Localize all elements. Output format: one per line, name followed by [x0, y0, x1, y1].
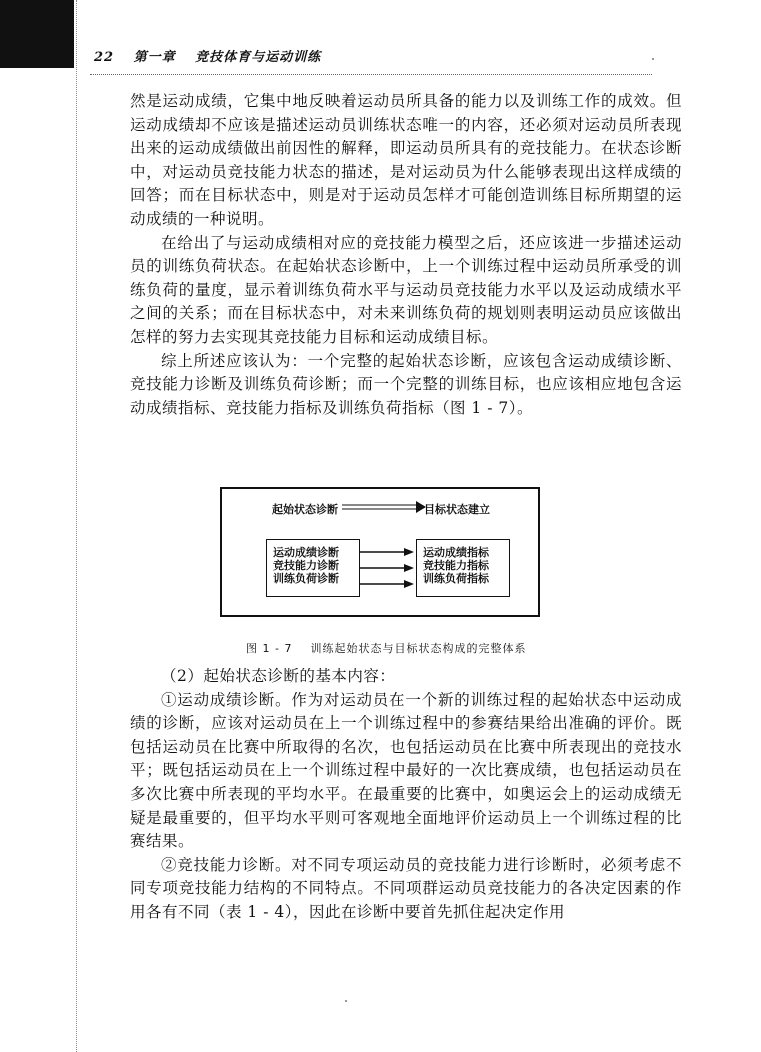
figure-label-target-state: 目标状态建立: [424, 503, 490, 516]
paragraph: ②竞技能力诊断。对不同专项运动员的竞技能力进行诊断时，必须考虑不同专项竞技能力结构的不同特点。不同项群运动员竞技能力的各决定因素的作用各有不同（表 1 - 4），因此在诊断中要首先抓住起决定作用: [130, 855, 682, 921]
figure-right-item: 竞技能力指标: [423, 559, 489, 572]
figure-left-item: 训练负荷诊断: [273, 572, 339, 585]
paragraph: 然是运动成绩，它集中地反映着运动员所具备的能力以及训练工作的成效。但运动成绩却不应该是描述运动员训练状态唯一的内容，还必须对运动员所表现出来的运动成绩做出前因性的解释，即运动员所具有的竞技能力。在状态诊断中，对运动员竞技能力状态的描述，是对运动员为什么能够表现出这样成绩的回答；而在目标状态中，则是对于运动员怎样才可能创造训练目标所期望的运动成绩的一种说明。: [130, 92, 682, 228]
section-heading: （2）起始状态诊断的基本内容：: [161, 667, 396, 685]
paragraph: 综上所述应该认为：一个完整的起始状态诊断，应该包含运动成绩诊断、竞技能力诊断及训练负荷诊断；而一个完整的训练目标，也应该相应地包含运动成绩指标、竞技能力指标及训练负荷指标（图 1 - 7）。: [130, 351, 682, 417]
body-text-top: [130, 90, 682, 420]
page-number: 22: [94, 50, 115, 65]
figure-1-7: [220, 487, 540, 617]
arrow-head: [404, 548, 414, 556]
double-arrow-head: [416, 501, 426, 513]
scan-dark-corner: [0, 0, 74, 68]
running-header: [94, 46, 321, 65]
chapter-label: 第一章: [133, 50, 176, 65]
body-text-bottom: [130, 665, 682, 925]
chapter-title: 竞技体育与运动训练: [195, 50, 322, 65]
header-rule: [90, 74, 652, 75]
figure-label-start-diagnosis: 起始状态诊断: [272, 503, 338, 516]
scan-speck: [345, 1000, 347, 1002]
scan-speck: [652, 58, 654, 60]
binding-margin-line: [76, 0, 77, 1052]
figure-target-box: [416, 539, 510, 597]
figure-right-item: 运动成绩指标: [423, 546, 489, 559]
figure-left-item: 运动成绩诊断: [273, 546, 339, 559]
figure-caption: [246, 640, 526, 656]
figure-caption-text: 训练起始状态与目标状态构成的完整体系: [310, 642, 527, 655]
arrow-head: [404, 580, 414, 588]
figure-right-item: 训练负荷指标: [423, 572, 489, 585]
figure-caption-number: 图 1 - 7: [246, 642, 293, 655]
figure-start-box: [266, 539, 360, 597]
paragraph: 在给出了与运动成绩相对应的竞技能力模型之后，还应该进一步描述运动员的训练负荷状态。在起始状态诊断中，上一个训练过程中运动员所承受的训练负荷的量度，显示着训练负荷水平与运动员竞技能力水平以及运动成绩水平之间的关系；而在目标状态中，对未来训练负荷的规划则表明运动员应该做出怎样的努力去实现其竞技能力目标和运动成绩目标。: [130, 233, 682, 346]
figure-left-item: 竞技能力诊断: [273, 559, 339, 572]
paragraph: ①运动成绩诊断。作为对运动员在一个新的训练过程的起始状态中运动成绩的诊断，应该对运动员在上一个训练过程中的参赛结果给出准确的评价。既包括运动员在比赛中所取得的名次，也包括运动员在比赛中所表现出的竞技水平；既包括运动员在上一个训练过程中最好的一次比赛成绩，也包括运动员在多次比赛中所表现的平均水平。在最重要的比赛中，如奥运会上的运动成绩无疑是最重要的，但平均水平则可客观地全面地评价运动员上一个训练过程的比赛结果。: [130, 690, 682, 851]
arrow-head: [404, 564, 414, 572]
